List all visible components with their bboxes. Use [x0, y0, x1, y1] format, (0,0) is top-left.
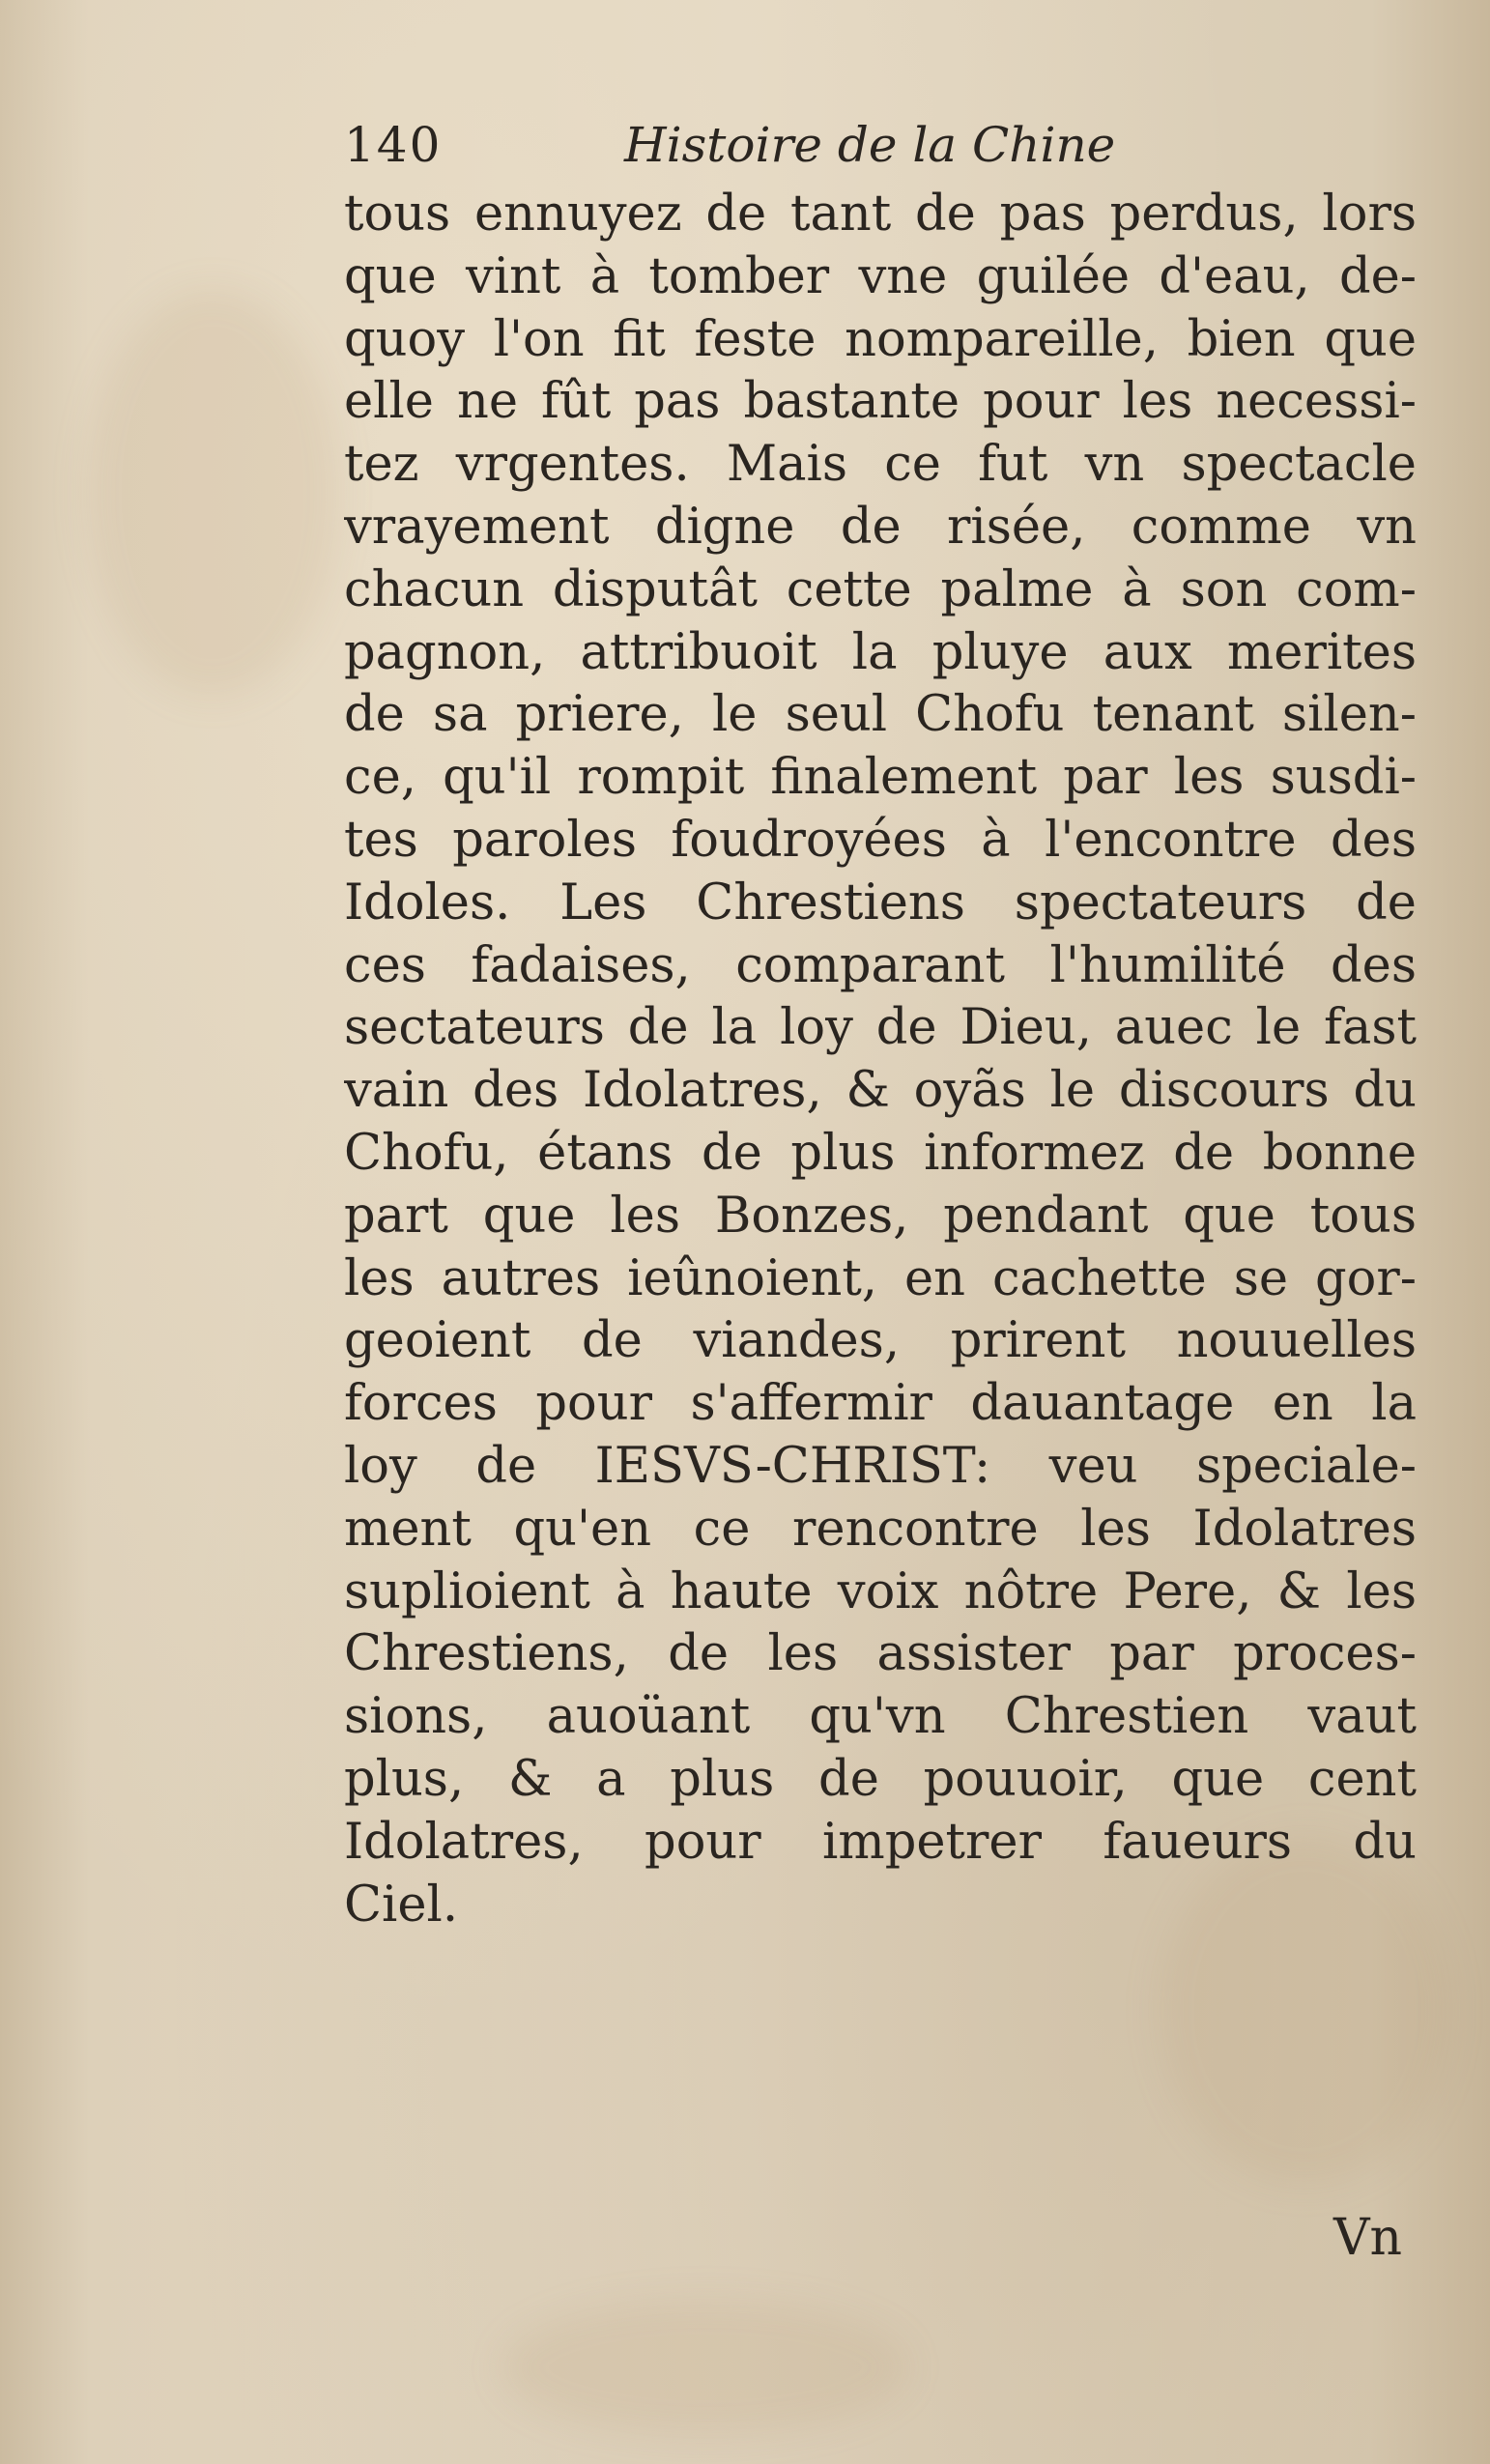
text-line: ment qu'en ce rencontre les Idolatres	[344, 1500, 1417, 1558]
text-line: loy de IESVS-CHRIST: veu speciale-	[344, 1437, 1417, 1495]
text-line: tes paroles foudroyées à l'encontre des	[344, 811, 1417, 869]
text-line: tous ennuyez de tant de pas perdus, lors	[344, 186, 1417, 243]
text-line: quoy l'on fit feste nompareille, bien que	[344, 310, 1417, 368]
text-line: sectateurs de la loy de Dieu, auec le fast	[344, 999, 1417, 1057]
text-line: Chofu, étans de plus informez de bonne	[344, 1124, 1417, 1182]
page-number: 140	[344, 117, 443, 173]
paper-stain	[87, 290, 338, 696]
text-line: pagnon, attribuoit la pluye aux merites	[344, 623, 1417, 681]
running-title: Histoire de la Chine	[624, 117, 1116, 173]
text-line: elle ne fût pas bastante pour les necessi-	[344, 373, 1417, 431]
text-line: Idoles. Les Chrestiens spectateurs de	[344, 874, 1417, 931]
text-line: Chrestiens, de les assister par proces-	[344, 1625, 1417, 1683]
text-line: de sa priere, le seul Chofu tenant silen-	[344, 686, 1417, 744]
text-line: forces pour s'affermir dauantage en la	[344, 1375, 1417, 1433]
text-line: vrayement digne de risée, comme vn	[344, 498, 1417, 556]
text-line: Idolatres, pour impetrer faueurs du	[344, 1813, 1417, 1871]
text-line: sions, auoüant qu'vn Chrestien vaut	[344, 1688, 1417, 1746]
text-line: part que les Bonzes, pendant que tous	[344, 1187, 1417, 1245]
text-line: chacun disputât cette palme à son com-	[344, 560, 1417, 618]
text-line: geoient de viandes, prirent nouuelles	[344, 1312, 1417, 1370]
text-line: vain des Idolatres, & oyãs le discours du	[344, 1062, 1417, 1120]
text-line: ce, qu'il rompit finalement par les susdi-	[344, 749, 1417, 807]
page-header	[344, 114, 1417, 176]
text-line: que vint à tomber vne guilée d'eau, de-	[344, 247, 1417, 305]
text-line: suplioient à haute voix nôtre Pere, & les	[344, 1562, 1417, 1620]
text-line: les autres ieûnoient, en cachette se gor-	[344, 1249, 1417, 1307]
text-line: tez vrgentes. Mais ce fut vn spectacle	[344, 436, 1417, 494]
text-line: Ciel.	[344, 1876, 459, 1934]
catchword: Vn	[1333, 2209, 1403, 2267]
paper-stain	[502, 2300, 908, 2435]
body-text	[344, 184, 1417, 1936]
text-line: ces fadaises, comparant l'humilité des	[344, 936, 1417, 994]
text-line: plus, & a plus de pouuoir, que cent	[344, 1750, 1417, 1808]
